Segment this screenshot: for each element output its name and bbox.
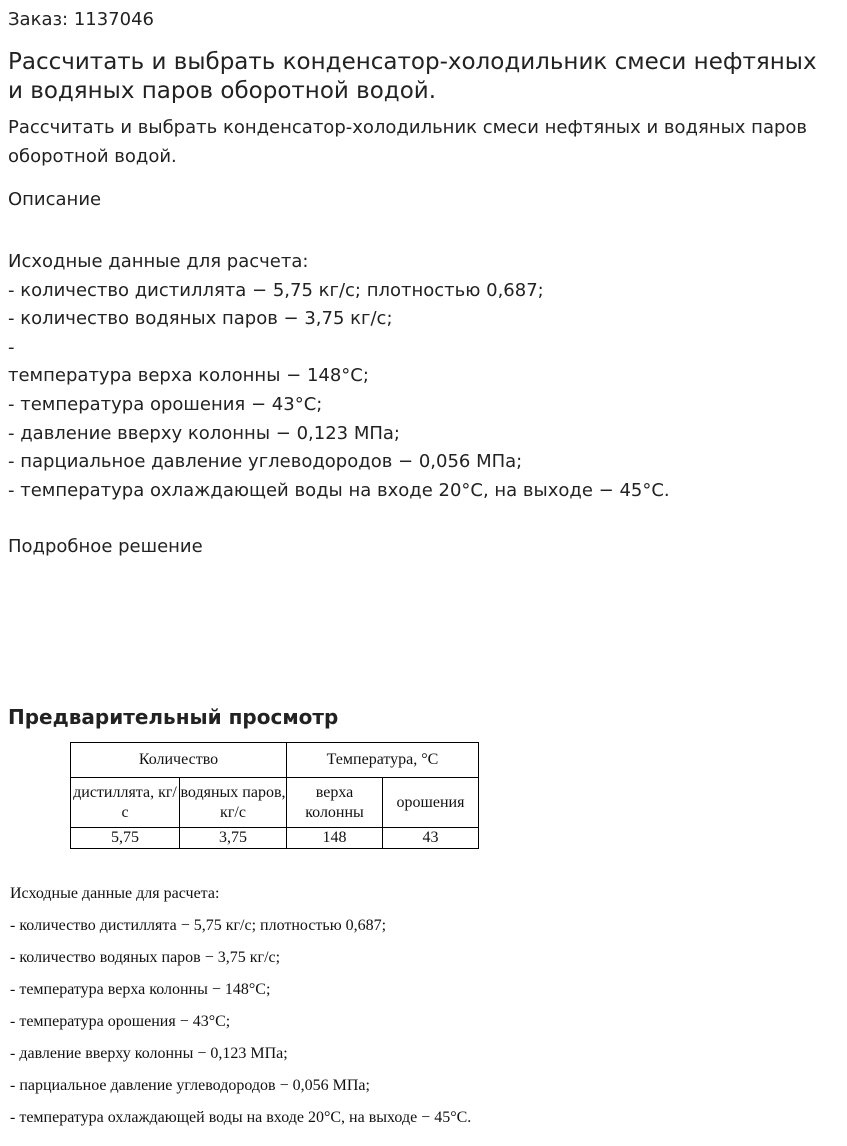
table-header-temperature: Температура, °С xyxy=(287,743,479,778)
list-item: - количество водяных паров − 3,75 кг/с; xyxy=(8,308,393,330)
preview-table xyxy=(70,742,479,849)
list-item: - давление вверху колонны − 0,123 МПа; xyxy=(10,1045,288,1062)
preview-list-heading: Исходные данные для расчета: xyxy=(10,885,220,902)
preview-image xyxy=(0,736,847,1146)
table-row xyxy=(71,828,479,849)
list-item: - парциальное давление углеводородов − 0,056 МПа; xyxy=(10,1077,370,1094)
list-item: - температура верха колонны − 148°С; xyxy=(10,981,271,998)
list-item: - давление вверху колонны − 0,123 МПа; xyxy=(8,422,400,444)
list-item: - количество водяных паров − 3,75 кг/с; xyxy=(10,949,281,966)
table-header-quantity: Количество xyxy=(71,743,287,778)
source-data-list xyxy=(8,248,670,505)
table-cell: 43 xyxy=(383,828,479,849)
table-cell: 3,75 xyxy=(180,828,287,849)
table-col-top: верха колонны xyxy=(287,778,383,828)
list-item: - температура орошения − 43°С; xyxy=(10,1013,231,1030)
list-item: - количество дистиллята − 5,75 кг/с; плотностью 0,687; xyxy=(8,279,544,301)
table-col-distillate: дистиллята, кг/с xyxy=(71,778,180,828)
list-item: - температура охлаждающей воды на входе 20°С, на выходе − 45°С. xyxy=(8,479,670,501)
solution-heading: Подробное решение xyxy=(8,536,203,557)
description-heading: Описание xyxy=(8,189,102,210)
table-cell: 5,75 xyxy=(71,828,180,849)
list-item: - температура орошения − 43°С; xyxy=(8,393,323,415)
list-item: - xyxy=(8,336,15,358)
table-col-reflux: орошения xyxy=(383,778,479,828)
preview-heading: Предварительный просмотр xyxy=(8,705,339,729)
list-item: температура верха колонны − 148°С; xyxy=(8,365,369,387)
lead-text: Рассчитать и выбрать конденсатор-холодильник смеси нефтяных и водяных паров оборотной водой. xyxy=(8,117,808,167)
source-data-heading: Исходные данные для расчета: xyxy=(8,251,309,272)
page-title: Рассчитать и выбрать конденсатор-холодильник смеси нефтяных и водяных паров оборотной водой. xyxy=(8,49,817,104)
list-item: - количество дистиллята − 5,75 кг/с; плотностью 0,687; xyxy=(10,917,387,934)
list-item: - парциальное давление углеводородов − 0,056 МПа; xyxy=(8,451,523,473)
list-item: - температура охлаждающей воды на входе 20°С, на выходе − 45°С. xyxy=(10,1109,472,1126)
preview-data-list xyxy=(10,882,471,1138)
table-col-water-vapor: водяных паров, кг/с xyxy=(180,778,287,828)
order-number: Заказ: 1137046 xyxy=(8,9,154,30)
table-cell: 148 xyxy=(287,828,383,849)
